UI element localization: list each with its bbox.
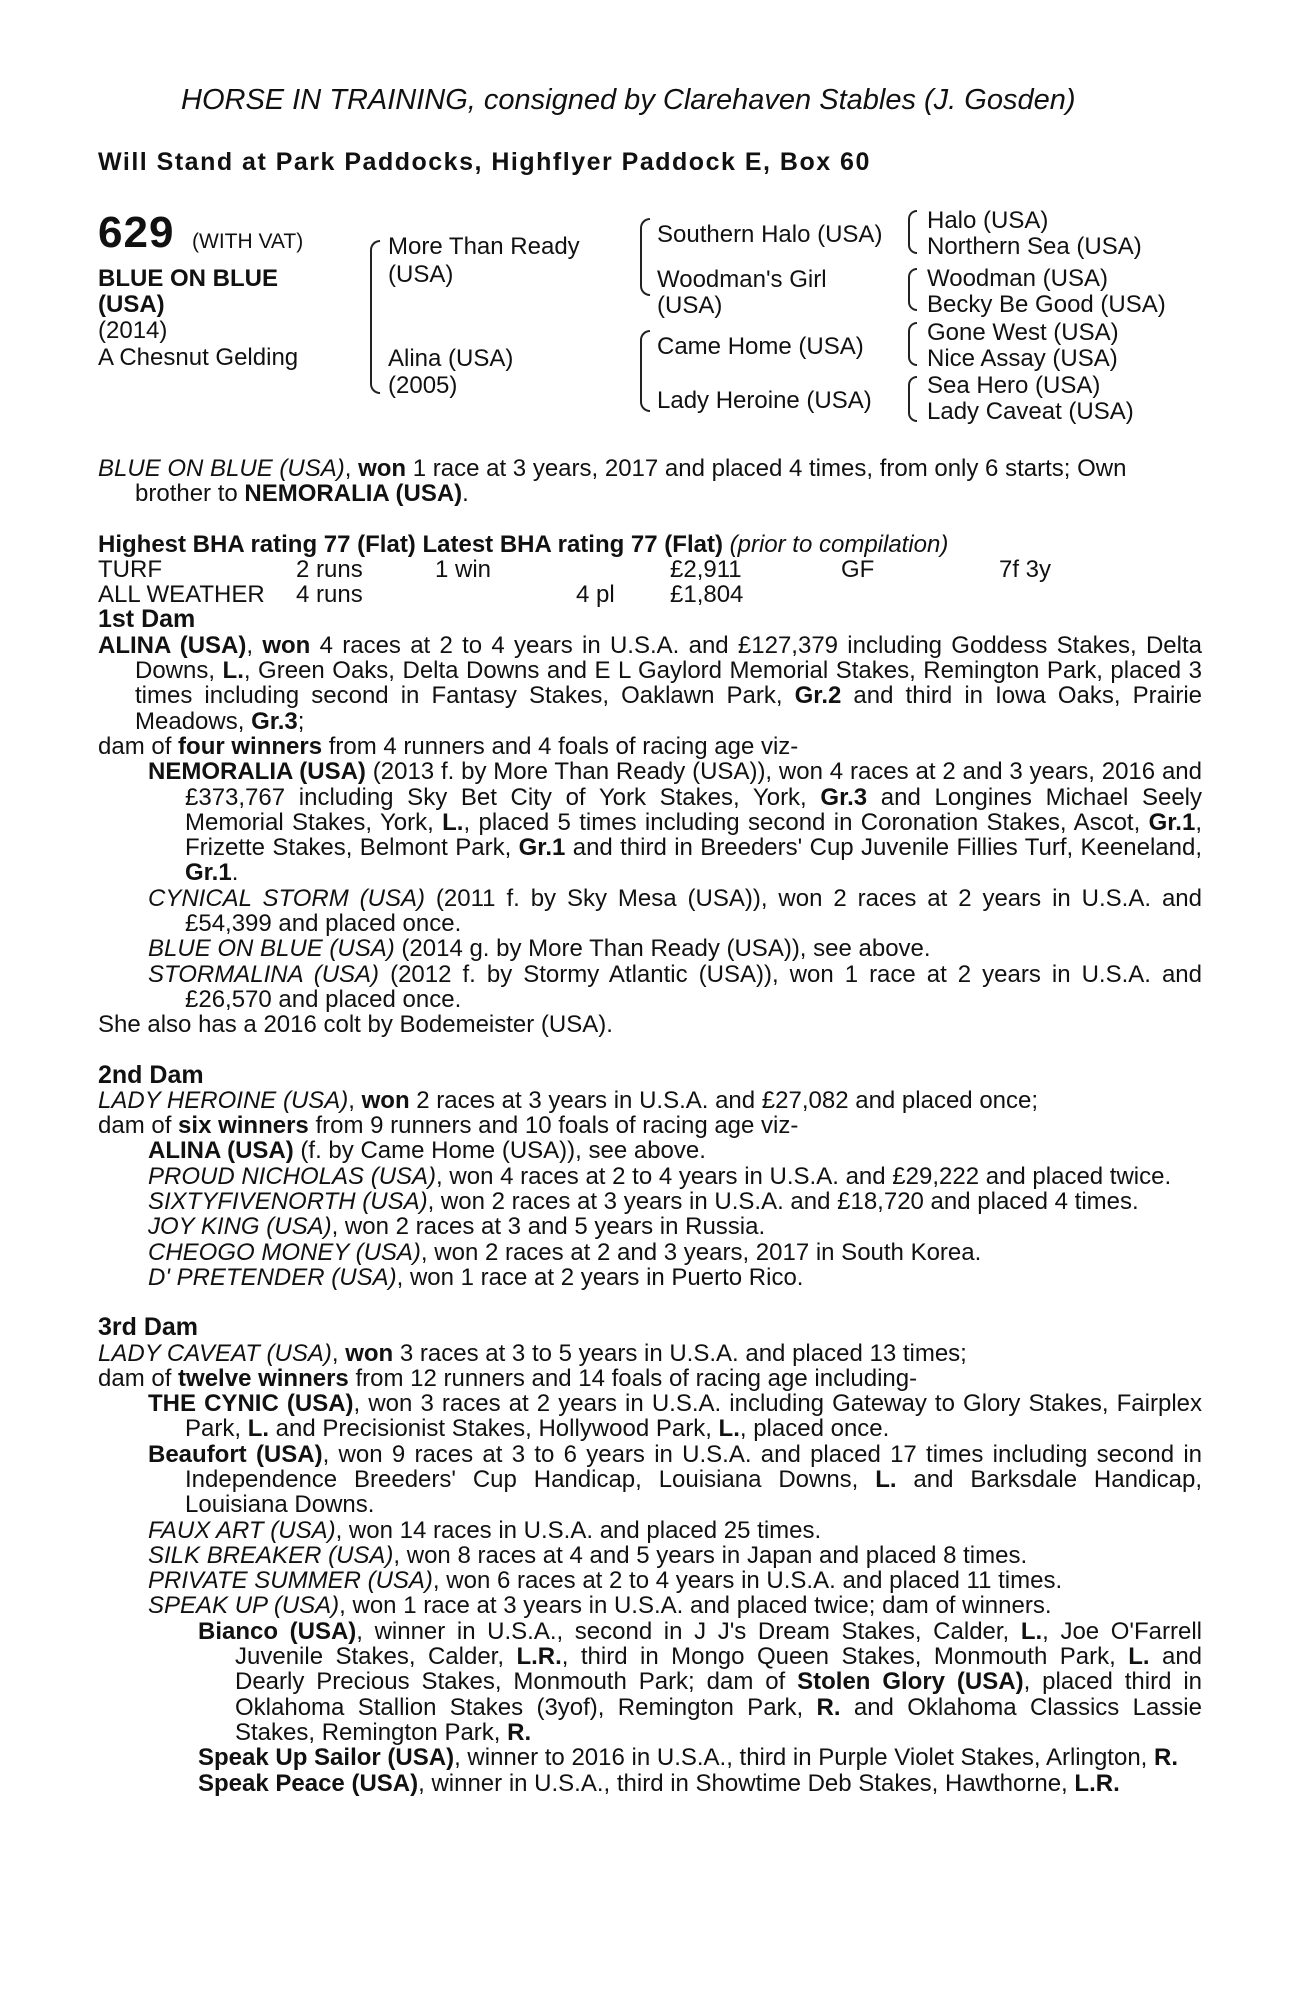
lot-number: 629 — [98, 208, 175, 257]
stats-row-turf — [98, 557, 1202, 582]
produce-name: Stolen Glory (USA) — [797, 1668, 1024, 1696]
stats-surface: TURF — [98, 555, 162, 583]
rating-note: (prior to compilation) — [722, 530, 949, 558]
sire-side-brace-upper — [640, 218, 650, 256]
summary-text: from 4 runners and 4 foals of racing age viz- — [322, 732, 799, 760]
first-dam-produce-summary — [98, 734, 1202, 759]
intro-horse-name: BLUE ON BLUE (USA) — [98, 455, 345, 482]
record-text: , Joe O'Farrell Juvenile Stakes, Calder, — [235, 1617, 1203, 1671]
pedigree-notes — [98, 456, 1202, 1796]
grandproduce-entry — [98, 1619, 1202, 1745]
won-label: won — [361, 1086, 410, 1114]
produce-name: PRIVATE SUMMER (USA) — [148, 1567, 433, 1595]
intro-paragraph: BLUE ON BLUE (USA), won 1 race at 3 years, 2017 and placed 4 times, from only 6 starts; Own brother to NEMORALIA (USA). — [98, 455, 1127, 508]
produce-entry — [98, 1442, 1202, 1518]
summary-text: dam of — [98, 1112, 179, 1140]
produce-name: Bianco (USA) — [198, 1617, 357, 1645]
record-text: 3 races at 3 to 5 years in U.S.A. and placed 13 times; — [393, 1339, 967, 1367]
record-text: , placed 5 times including second in Coronation Stakes, Ascot, — [463, 808, 1149, 836]
race-class: Gr.2 — [794, 682, 842, 710]
produce-name: D' PRETENDER (USA) — [148, 1263, 397, 1291]
race-class: Gr.1 — [518, 834, 566, 862]
record-text: , won 3 races at 2 years in U.S.A. including Gateway to Glory Stakes, Fairplex Park, — [185, 1390, 1202, 1443]
gg-brace-3b — [908, 343, 917, 366]
second-dam-produce-summary — [98, 1113, 1202, 1138]
grandproduce-entry — [98, 1745, 1202, 1770]
gg-brace-2b — [908, 287, 917, 311]
record-text: , placed third in Oklahoma Stallion Stakes (3yof), Remington Park, — [235, 1668, 1203, 1721]
great-grandparent-7: Sea Hero (USA) — [927, 372, 1101, 399]
produce-name: NEMORALIA (USA) — [148, 758, 366, 786]
record-text: (2013 f. by More Than Ready (USA)), won 4 races at 2 and 3 years, 2016 and £373,767 including Sky Bet City of York Stakes, York, — [185, 758, 1202, 811]
produce-name: PROUD NICHOLAS (USA) — [148, 1162, 437, 1190]
produce-name: Beaufort (USA) — [148, 1440, 323, 1468]
pedigree-brace-upper — [370, 240, 380, 342]
record-text: , won 2 races at 3 years in U.S.A. and £18,720 and placed 4 times. — [427, 1188, 1139, 1216]
intro-won: won — [358, 455, 407, 482]
record-text: 4 races at 2 to 4 years in U.S.A. and £127,379 including Goddess Stakes, Delta Downs, — [135, 631, 1202, 685]
location-subtitle: Will Stand at Park Paddocks, Highflyer Paddock E, Box 60 — [98, 148, 871, 176]
produce-entry — [98, 759, 1202, 885]
race-class: Gr.3 — [251, 707, 298, 735]
race-class: L. — [442, 808, 464, 836]
produce-entry — [98, 1391, 1202, 1442]
record-text: , winner in U.S.A., third in Showtime Deb Stakes, Hawthorne, — [418, 1769, 1075, 1797]
third-dam-produce-summary — [98, 1366, 1202, 1391]
stats-going: GF — [841, 555, 875, 583]
record-text: ; — [297, 707, 305, 735]
record-text: . — [231, 859, 239, 887]
record-text: , winner to 2016 in U.S.A., third in Purple Violet Stakes, Arlington, — [454, 1744, 1154, 1772]
record-text: and Precisionist Stakes, Hollywood Park, — [269, 1415, 719, 1443]
record-text: (2014 g. by More Than Ready (USA)), see above. — [394, 935, 931, 963]
horse-name: BLUE ON BLUE — [98, 265, 278, 292]
granddam-dam: Lady Heroine (USA) — [657, 387, 872, 414]
produce-name: SIXTYFIVENORTH (USA) — [148, 1188, 428, 1216]
produce-name: SPEAK UP (USA) — [148, 1592, 340, 1620]
record-text: and Dearly Precious Stakes, Monmouth Park; dam of — [235, 1643, 1203, 1696]
race-class: R. — [507, 1718, 532, 1746]
dam-name: LADY HEROINE (USA) — [98, 1086, 349, 1114]
stats-surface: ALL WEATHER — [98, 581, 265, 609]
produce-entry — [98, 1543, 1202, 1568]
produce-entry — [98, 1265, 1202, 1290]
produce-entry — [98, 1138, 1202, 1163]
race-class: Gr.1 — [1148, 808, 1196, 836]
produce-name: FAUX ART (USA) — [148, 1516, 336, 1544]
summary-text: dam of — [98, 1364, 179, 1392]
gg-brace-4b — [908, 396, 917, 422]
horse-country: (USA) — [98, 291, 165, 318]
rating-line — [98, 532, 1202, 557]
record-text: , won 6 races at 2 to 4 years in U.S.A. and placed 11 times. — [432, 1567, 1063, 1595]
stats-money: £2,911 — [670, 555, 742, 583]
great-grandparent-1: Halo (USA) — [927, 207, 1049, 234]
produce-name: Speak Peace (USA) — [198, 1769, 419, 1797]
produce-entry — [98, 886, 1202, 937]
produce-name: ALINA (USA) — [148, 1137, 294, 1165]
sire-side-brace-lower — [640, 254, 650, 296]
record-text: and Longines Michael Seely Memorial Stakes, York, — [185, 783, 1202, 836]
page-header: HORSE IN TRAINING, consigned by Clarehaven Stables (J. Gosden) — [181, 84, 1076, 116]
winner-count: four winners — [178, 732, 323, 760]
rating-bold: Highest BHA rating 77 (Flat) Latest BHA rating 77 (Flat) — [98, 530, 723, 558]
record-text: (2011 f. by Sky Mesa (USA)), won 2 races at 2 years in U.S.A. and £54,399 and placed once. — [185, 884, 1202, 938]
granddam-sire: Woodman's Girl — [657, 266, 827, 293]
record-text: , Green Oaks, Delta Downs and E L Gaylord Memorial Stakes, Remington Park, placed 3 times including second in Fantasy Stakes, Oaklawn Park, — [135, 657, 1202, 710]
record-text: , won 9 races at 3 to 6 years in U.S.A. and placed 17 times including second in Independence Breeders' Cup Handicap, Louisiana Downs, — [185, 1440, 1203, 1493]
intro-text: 1 race at 3 years, 2017 and placed 4 times, from only 6 starts; Own brother to — [135, 455, 1127, 508]
second-dam-heading: 2nd Dam — [98, 1060, 204, 1089]
record-text: , won 2 races at 3 and 5 years in Russia. — [331, 1213, 766, 1241]
great-grandparent-2: Northern Sea (USA) — [927, 233, 1142, 260]
gg-brace-1b — [908, 231, 917, 254]
dam-name: ALINA (USA) — [98, 631, 247, 659]
produce-entry — [98, 1214, 1202, 1239]
record-text: and third in Breeders' Cup Juvenile Fillies Turf, Keeneland, — [565, 834, 1202, 862]
stats-wins: 1 win — [435, 555, 492, 583]
won-label: won — [262, 631, 311, 659]
produce-name: STORMALINA (USA) — [148, 960, 380, 988]
summary-text: from 9 runners and 10 foals of racing age viz- — [308, 1112, 799, 1140]
produce-entry — [98, 1568, 1202, 1593]
grandsire-sire: Southern Halo (USA) — [657, 221, 883, 248]
race-class: L. — [222, 657, 244, 685]
record-text: 2 races at 3 years in U.S.A. and £27,082 and placed once; — [409, 1086, 1039, 1114]
record-text: , won 2 races at 2 and 3 years, 2017 in South Korea. — [420, 1238, 982, 1266]
third-dam-heading: 3rd Dam — [98, 1313, 199, 1342]
record-text: , won 1 race at 3 years in U.S.A. and placed twice; dam of winners. — [339, 1592, 1052, 1620]
record-text: (f. by Came Home (USA)), see above. — [293, 1137, 706, 1165]
dam-side-brace-upper — [640, 330, 650, 368]
race-class: Gr.3 — [820, 783, 868, 811]
race-class: L.R. — [516, 1643, 562, 1671]
race-class: R. — [816, 1693, 841, 1721]
stats-money: £1,804 — [670, 581, 744, 609]
gg-brace-4a — [908, 376, 917, 398]
produce-entry — [98, 1593, 1202, 1618]
produce-name: SILK BREAKER (USA) — [148, 1541, 394, 1569]
produce-name: JOY KING (USA) — [148, 1213, 332, 1241]
race-class: Gr.1 — [185, 859, 232, 887]
dam-name: LADY CAVEAT (USA) — [98, 1339, 332, 1367]
produce-name: BLUE ON BLUE (USA) — [148, 935, 395, 963]
record-text: (2012 f. by Stormy Atlantic (USA)), won 1 race at 2 years in U.S.A. and £26,570 and placed once. — [185, 960, 1203, 1013]
race-class: L. — [247, 1415, 270, 1443]
record-text: , winner in U.S.A., second in J J's Dream Stakes, Calder, — [356, 1617, 1021, 1645]
produce-name: CYNICAL STORM (USA) — [148, 884, 425, 912]
intro-brother: NEMORALIA (USA) — [244, 480, 463, 508]
winner-count: six winners — [178, 1112, 309, 1140]
vat-note: (WITH VAT) — [192, 230, 304, 253]
record-text: , won 14 races in U.S.A. and placed 25 times. — [335, 1516, 822, 1544]
summary-text: from 12 runners and 14 foals of racing age including- — [348, 1364, 918, 1392]
summary-text: dam of — [98, 732, 179, 760]
produce-entry — [98, 1164, 1202, 1189]
gg-brace-2a — [908, 268, 917, 289]
record-text: and third in Iowa Oaks, Prairie Meadows, — [135, 682, 1202, 735]
pedigree-brace-lower — [370, 340, 380, 394]
stats-row-all-weather — [98, 582, 1202, 607]
race-class: L. — [875, 1465, 897, 1493]
granddam-sire-country: (USA) — [657, 292, 723, 319]
stats-runs: 2 runs — [296, 555, 363, 583]
sire-name: More Than Ready — [388, 233, 580, 260]
gg-brace-1a — [908, 210, 917, 233]
produce-entry — [98, 1240, 1202, 1265]
race-class: L.R. — [1074, 1769, 1120, 1797]
produce-entry — [98, 936, 1202, 961]
race-class: L. — [1128, 1643, 1150, 1671]
won-label: won — [345, 1339, 394, 1367]
winner-count: twelve winners — [178, 1364, 349, 1392]
produce-name: Speak Up Sailor (USA) — [198, 1744, 455, 1772]
sire-country: (USA) — [388, 261, 454, 288]
grandproduce-entry — [98, 1771, 1202, 1796]
race-class: R. — [1154, 1744, 1178, 1772]
great-grandparent-8: Lady Caveat (USA) — [927, 398, 1134, 425]
record-text: , won 1 race at 2 years in Puerto Rico. — [396, 1263, 804, 1291]
great-grandparent-6: Nice Assay (USA) — [927, 345, 1118, 372]
first-dam-heading: 1st Dam — [98, 605, 196, 634]
produce-name: CHEOGO MONEY (USA) — [148, 1238, 421, 1266]
race-class: L. — [718, 1415, 740, 1443]
produce-name: THE CYNIC (USA) — [148, 1390, 354, 1418]
dam-year: (2005) — [388, 372, 458, 399]
gg-brace-3a — [908, 322, 917, 345]
third-dam-record: LADY CAVEAT (USA), won 3 races at 3 to 5 years in U.S.A. and placed 13 times; — [98, 1339, 967, 1367]
produce-entry — [98, 1189, 1202, 1214]
produce-entry — [98, 962, 1202, 1013]
stats-placed: 4 pl — [576, 581, 615, 609]
stats-distance: 7f 3y — [999, 555, 1052, 583]
intro-end: . — [462, 480, 469, 508]
dam-side-brace-lower — [640, 366, 650, 412]
horse-description: A Chesnut Gelding — [98, 344, 299, 371]
grandsire-dam: Came Home (USA) — [657, 333, 864, 360]
race-class: L. — [1020, 1617, 1043, 1645]
dam-name: Alina (USA) — [388, 345, 514, 372]
record-text: , Frizette Stakes, Belmont Park, — [185, 808, 1202, 862]
produce-entry — [98, 1518, 1202, 1543]
great-grandparent-5: Gone West (USA) — [927, 319, 1119, 346]
stats-runs: 4 runs — [296, 581, 363, 609]
great-grandparent-3: Woodman (USA) — [927, 265, 1108, 292]
first-dam-record: ALINA (USA), won 4 races at 2 to 4 years in U.S.A. and £127,379 including Goddess Stakes, Delta Downs, L., Green Oaks, Delta Downs and E L Gaylord Memorial Stakes, Remington Park, placed 3 times including second in Fantasy Stakes, Oaklawn Park, Gr.2 and third in Iowa Oaks, Prairie Meadows, Gr.3; — [98, 631, 1202, 735]
record-text: , won 8 races at 4 and 5 years in Japan and placed 8 times. — [393, 1541, 1028, 1569]
record-text: and Oklahoma Classics Lassie Stakes, Remington Park, — [235, 1693, 1202, 1746]
horse-year: (2014) — [98, 317, 168, 344]
record-text: , won 4 races at 2 to 4 years in U.S.A. and £29,222 and placed twice. — [436, 1162, 1172, 1190]
record-text: , placed once. — [739, 1415, 890, 1443]
great-grandparent-4: Becky Be Good (USA) — [927, 291, 1166, 318]
record-text: , third in Mongo Queen Stakes, Monmouth Park, — [561, 1643, 1129, 1671]
second-dam-record: LADY HEROINE (USA), won 2 races at 3 years in U.S.A. and £27,082 and placed once; — [98, 1086, 1039, 1114]
record-text: and Barksdale Handicap, Louisiana Downs. — [185, 1465, 1202, 1519]
first-dam-also-note: She also has a 2016 colt by Bodemeister (USA). — [98, 1011, 613, 1039]
